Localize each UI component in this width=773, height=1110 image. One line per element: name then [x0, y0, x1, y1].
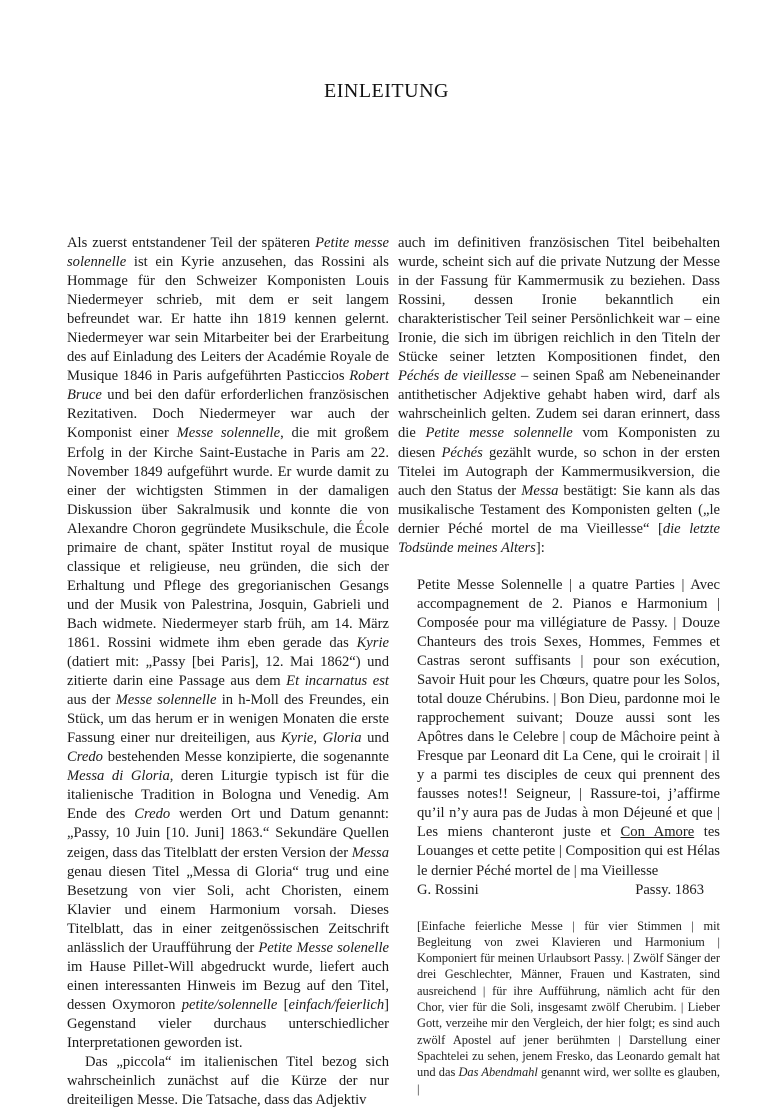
signature-place-date: Passy. 1863	[635, 881, 704, 898]
text-run: gezählt wurde, so schon in der ersten Titelei im Autograph der Kammermusikversion, die auch den Status der	[398, 444, 720, 499]
italic-run: einfach/feierlich	[288, 996, 385, 1013]
text-run: auch im definitiven französischen Titel beibehalten wurde, scheint sich auf die private Nutzung der Messe in der Fassung für Kammermusik zu beziehen. Dass Rossini, dessen Ironie bekanntlich ein charakteristischer Teil seiner Persönlichkeit war – eine Ironie, die sich im übrigen reichlich in den Titeln der Stücke seiner letzten Kompositionen findet, den	[398, 235, 720, 366]
text-run: bestehenden Messe konzipierte, die sogenannte	[102, 749, 389, 766]
signature-name: G. Rossini	[417, 881, 479, 898]
text-run: aus der	[67, 692, 116, 709]
text-run: – seinen Spaß am Nebeneinander antithetischer Adjektive gehabt haben wird, darf als wahrscheinlich gelten. Zudem sei daran erinnert, dass die	[398, 368, 720, 442]
left-column	[67, 234, 389, 1110]
italic-run: Péchés de vieillesse	[398, 368, 517, 385]
italic-run: petite/solennelle	[181, 996, 278, 1013]
german-translation	[417, 918, 720, 1097]
text-run: und	[361, 730, 389, 747]
text-run: [	[277, 996, 289, 1013]
text-run: , deren Liturgie typisch ist für die italienische Tradition in Bologna und Venedig. Am Ende des	[67, 768, 390, 823]
text-run: [Einfache feierliche Messe | für vier Stimmen | mit Begleitung von zwei Klavieren und Harmonium | Komponiert für meinen Urlaubsort Passy. | Zwölf Sänger der drei Geschlechter, Männer, Frauen und Kastraten, sind ausreichend | für ihre Aufführung, nämlich acht für den Chor, vier für die Soli, insgesamt zwölf Cherubim. | Lieber Gott, verzeihe mir den Vergleich, der hier folgt; es sind auch zwölf Apostel auf jener berühmten | Darstellung einer Spachtelei zu sehen, jenem Fresko, das Leonardo gemalt hat und das	[417, 918, 720, 1080]
body-paragraph	[398, 234, 720, 558]
text-run: Petite Messe Solennelle | a quatre Parties | Avec accompagnement de 2. Pianos e Harmonium | Composée pour ma villégiature de Passy. | Douze Chanteurs des trois Sexes, Hommes, Femmes et Castras seront suffisants | pour son exécution, Savoir Huit pour les Chœurs, quatre pour les Solos, total douze Chérubins. | Bon Dieu, pardonne moi le rapprochement suivant; Douze aussi sont les Apôtres dans le Celebre | coup de Mâchoire peint à Fresque par Leonard dit La Cene, qui le croirait | il y a parmi tes disciples de ceux qui prennent des fausses notes!! Seigneur, | Rassure-toi, j’affirme qu’il n’y aura pas de Judas à mon Déjeuné et que | Les miens chanteront juste et	[417, 576, 720, 841]
italic-run: Petite Messe solenelle	[258, 939, 389, 956]
italic-run: Messa di Gloria	[67, 768, 170, 785]
italic-run: Kyrie	[356, 634, 389, 651]
block-quote-french-title	[417, 576, 720, 881]
text-run: Als zuerst entstandener Teil der späteren	[67, 235, 316, 251]
text-run: im Hause Pillet-Will abgedruckt wurde, liefert auch einen interessanten Hinweis im Bezug auf den Titel, dessen Oxymoron	[67, 958, 389, 1013]
text-run: werden Ort und Datum genannt: „Passy, 10 Juin [10. Juni] 1863.“ Sekundäre Quellen zeigen, dass das Titelblatt der ersten Version der	[67, 806, 389, 861]
text-run: Das „piccola“ im italienischen Titel bezog sich wahrscheinlich zunächst auf die Kürze der nur dreiteiligen Messe. Die Tatsache, dass das Adjektiv	[67, 1054, 389, 1109]
right-column	[398, 234, 720, 1097]
underlined-run: Con Amore	[620, 824, 695, 841]
italic-run: Credo	[134, 806, 171, 823]
signature-line	[417, 881, 720, 900]
text-run: in h-Moll des Freundes, ein Stück, um das herum er in wenigen Monaten die erste Fassung einer nur dreiteiligen, aus	[67, 692, 389, 747]
italic-run: Messa	[351, 844, 389, 861]
body-paragraph	[67, 234, 389, 1053]
text-run: ist ein Kyrie anzusehen, das Rossini als Hommage für den Schweizer Komponisten Louis Niedermeyer schrieb, mit dem er seit langem befreundet war. Er hatte ihn 1819 kennen gelernt. Niedermeyer war sein Mitarbeiter bei der Erarbeitung des auf Einladung des Leiters der Académie Royale de Musique 1846 in Paris aufgeführten Pasticcios	[67, 254, 389, 385]
italic-run: Kyrie, Gloria	[280, 730, 362, 747]
text-run: bestätigt: Sie kann als das musikalische Testament des Komponisten gelten („le dernier Péché mortel de ma Vieillesse“ [	[398, 482, 720, 537]
text-run: (datiert mit: „Passy [bei Paris], 12. Mai 1862“) und zitierte darin eine Passage aus dem	[67, 654, 389, 690]
text-run: ]:	[535, 539, 545, 556]
body-paragraph	[67, 1053, 389, 1110]
text-run: genau diesen Titel „Messa di Gloria“ trug und eine Besetzung von vier Soli, acht Choristen, einem Klavier und einem Harmonium vorsah. Dieses Titelblatt, das in einer zeitgenössischen Zeitschrift anlässlich der Uraufführung der	[67, 863, 389, 956]
italic-run: Robert Bruce	[67, 368, 389, 404]
page-title: EINLEITUNG	[324, 80, 449, 102]
italic-run: Péchés	[441, 444, 483, 461]
text-run: vom Komponisten zu diesen	[398, 425, 720, 461]
text-run: tes Louanges et cette petite | Composition qui est Hélas le dernier Péché mortel de | ma Vieillesse	[417, 824, 720, 879]
text-run: und bei den dafür erforderlichen französischen Rezitativen. Doch Niedermeyer war auch der Komponist einer	[67, 387, 389, 442]
italic-run: Petite messe solennelle	[425, 425, 573, 442]
text-run: genannt wird, wer sollte es glauben, |	[417, 1065, 720, 1096]
italic-run: Messa	[521, 482, 559, 499]
text-run: ] Gegenstand vieler durchaus unterschiedlicher Interpretationen geworden ist.	[67, 996, 389, 1051]
italic-run: Das Abendmahl	[458, 1065, 538, 1080]
text-run: , die mit großem Erfolg in der Kirche Saint-Eustache in Paris am 22. November 1849 aufgeführt wurde. Er wurde damit zu einer der wichtigsten Stimmen in der damaligen Diskussion über Sakralmusik und konnte die von Alexandre Choron gegründete Musikschule, die École primaire de chant, später Institut royal de musique classique et religieuse, neu gründen, die sich der Erhaltung und Pflege des gregorianischen Gesangs und der Musik von Palestrina, Josquin, Gabrieli und Bach widmete. Niedermeyer starb früh, am 14. März 1861. Rossini widmete ihm eben gerade das	[67, 425, 389, 651]
italic-run: Et incarnatus est	[286, 673, 389, 690]
italic-run: Credo	[67, 749, 103, 766]
italic-run: Messe solennelle	[115, 692, 217, 709]
italic-run: Petite messe solennelle	[67, 235, 389, 271]
italic-run: Messe solennelle	[176, 425, 281, 442]
italic-run: die letzte Todsünde meines Alters	[398, 520, 720, 556]
